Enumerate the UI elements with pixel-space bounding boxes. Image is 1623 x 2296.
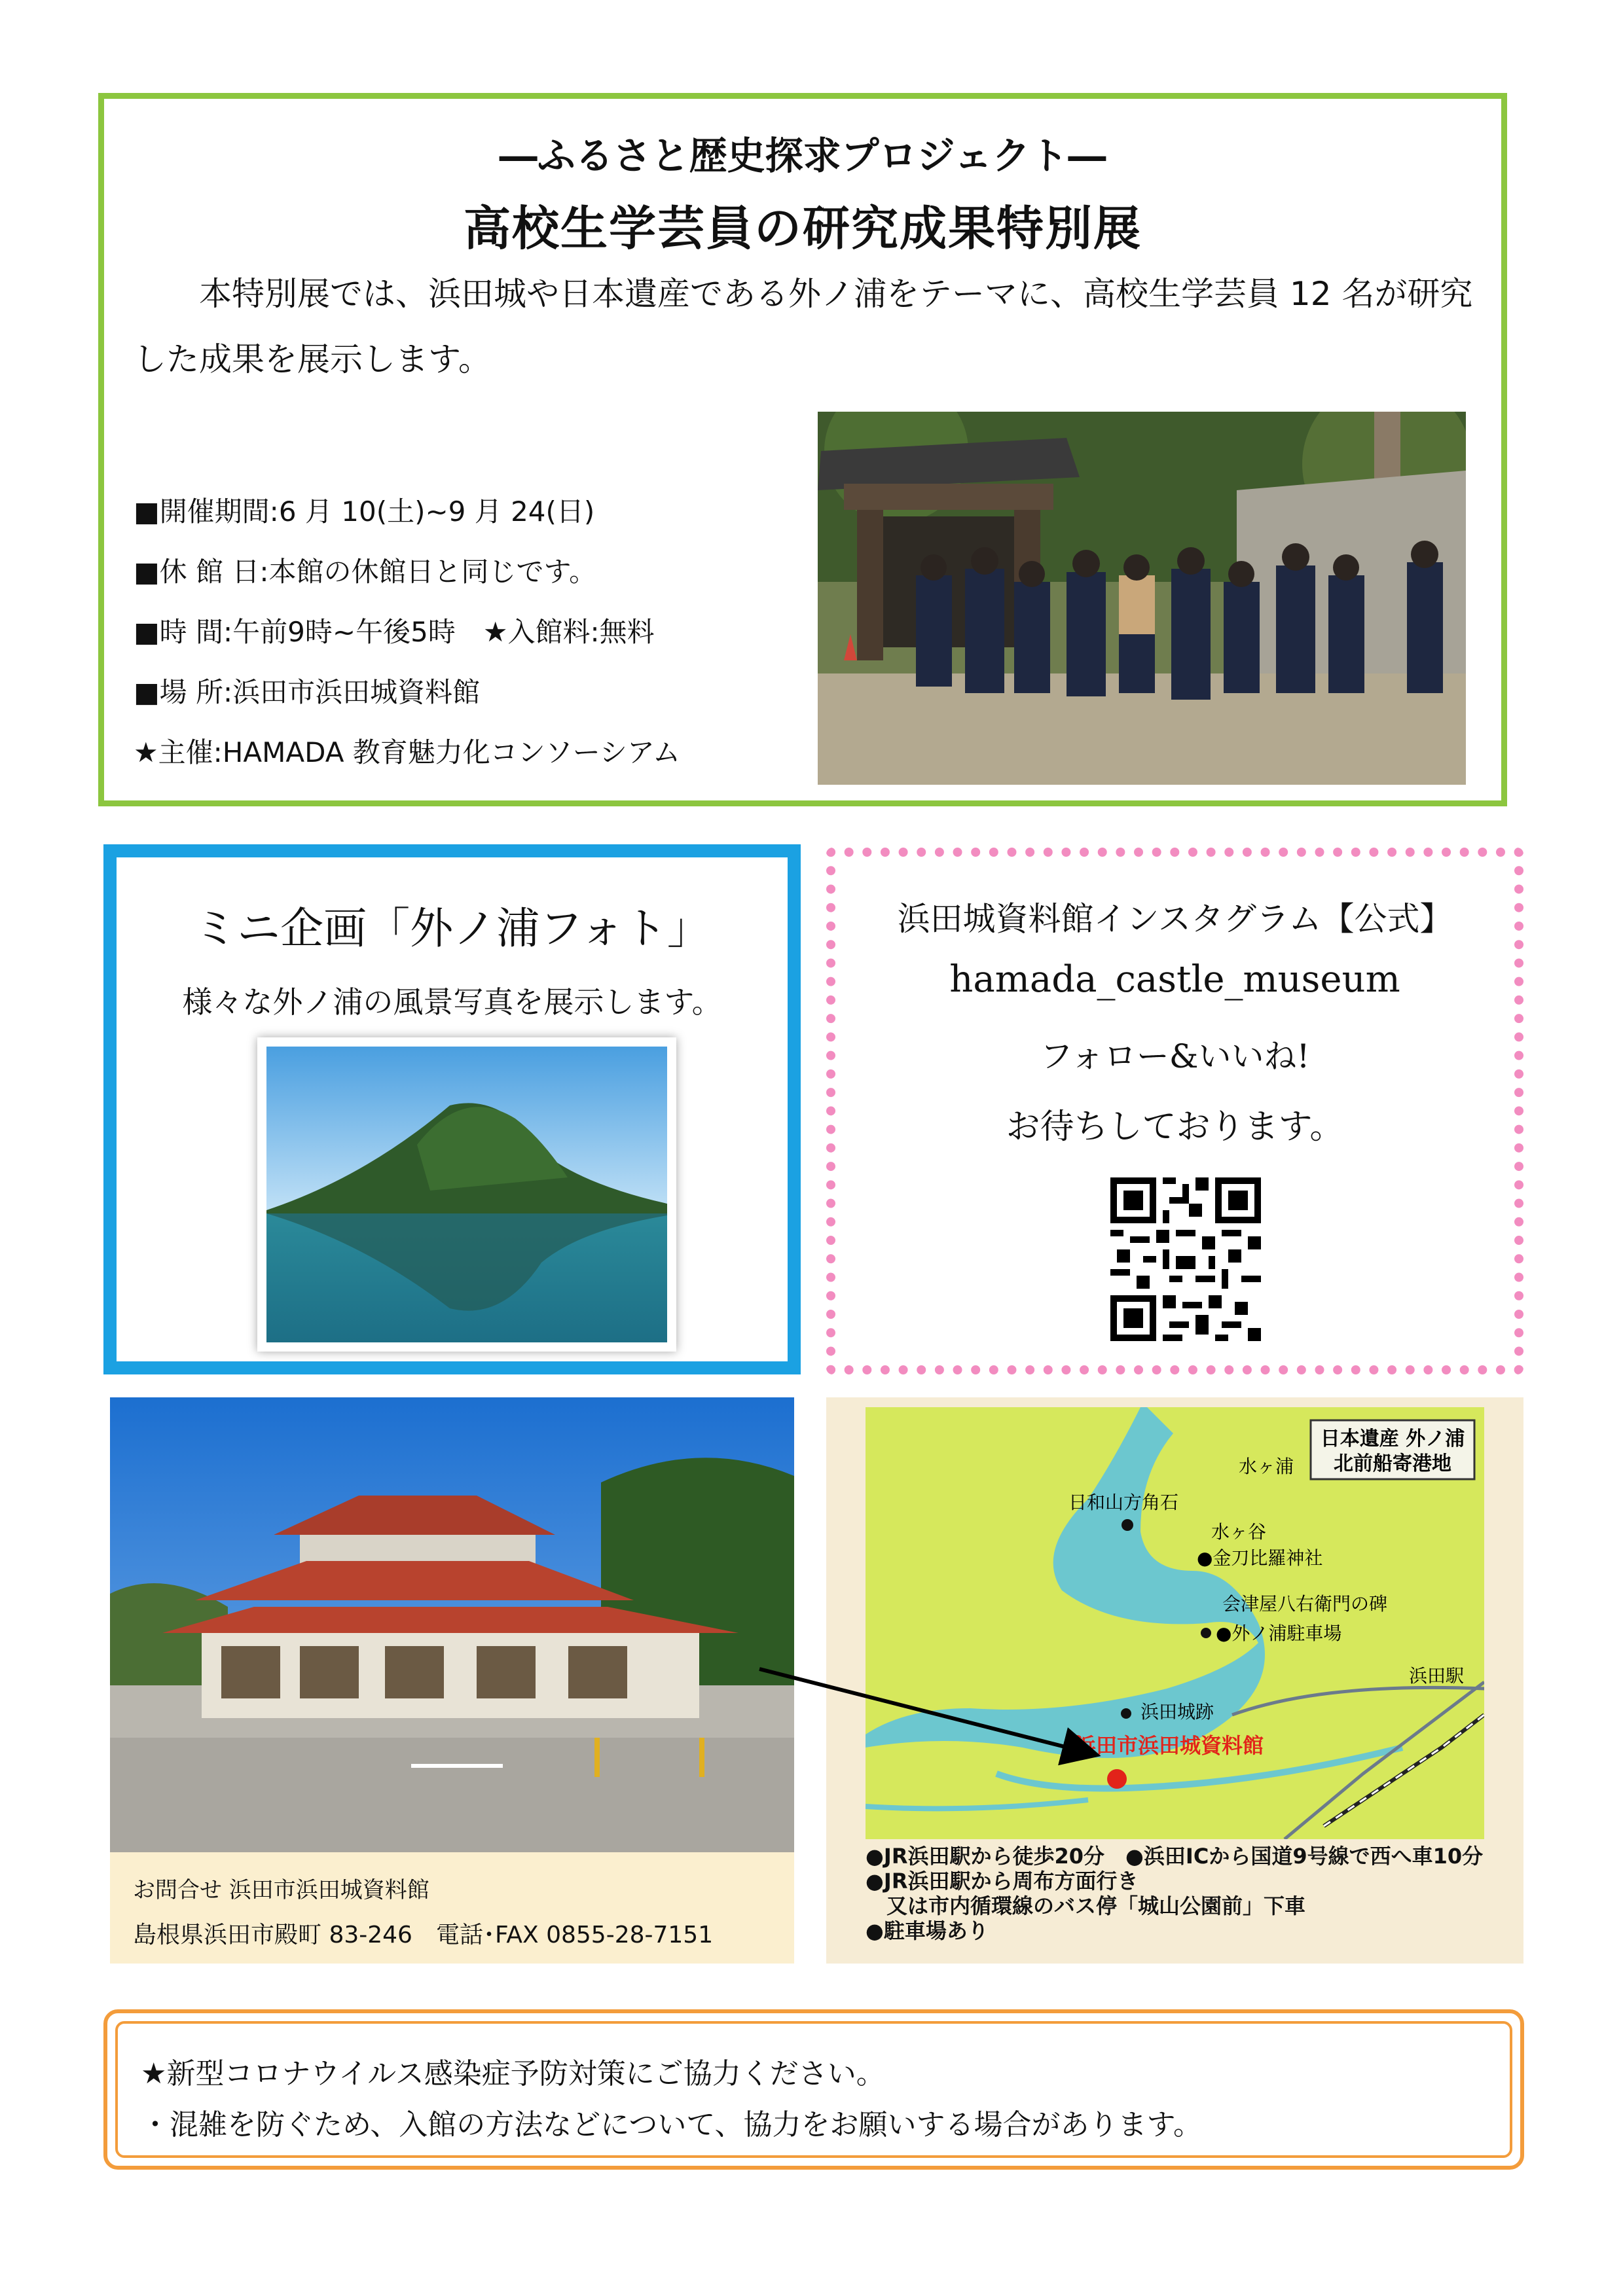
event-info-list [134,482,854,783]
access-line: ●駐車場あり [866,1918,989,1943]
notice-heading: ★新型コロナウイルス感染症予防対策にご協力ください。 [141,2057,885,2090]
notice-inner-border [115,2021,1512,2158]
project-subtitle: ―ふるさと歴史探求プロジェクト― [499,134,1106,178]
instagram-panel [826,848,1523,1374]
exhibition-title: 高校生学芸員の研究成果特別展 [463,201,1142,256]
info-period: ■開催期間:6 月 10(土)~9 月 24(日) [134,495,595,528]
contact-heading: お問合せ 浜田市浜田城資料館 [133,1877,429,1903]
contact-panel [110,1852,794,1964]
instagram-heading: 浜田城資料館インスタグラム【公式】 [897,900,1453,938]
instagram-closing-text: お待ちしております。 [1006,1107,1344,1147]
museum-building-photo [110,1397,794,1852]
instagram-follow-text: フォロー&いいね! [1040,1037,1310,1075]
info-closed-days: ■休 館 日:本館の休館日と同じです。 [134,556,597,588]
notice-detail: ・混雑を防ぐため、入館の方法などについて、協力をお願いする場合があります。 [141,2108,1202,2142]
map-label-konpira: ●金刀比羅神社 [1197,1547,1323,1569]
tonoura-landscape-photo [257,1037,676,1352]
map-legend-subtitle: 北前船寄港地 [1334,1452,1451,1475]
event-panel [98,93,1507,806]
access-line: ●JR浜田駅から周布方面行き [866,1869,1139,1893]
students-at-gate-photo [818,412,1466,785]
instagram-account[interactable]: hamada_castle_museum [949,958,1400,1001]
map-label-hiyoriyama: 日和山方角石 [1068,1492,1179,1513]
map-legend-title: 日本遺産 外ノ浦 [1320,1427,1465,1450]
info-location: ■場 所:浜田市浜田城資料館 [134,676,481,708]
mini-project-panel [103,844,801,1374]
map-label-museum: 浜田市浜田城資料館 [1075,1733,1264,1758]
info-hours: ■時 間:午前9時~午後5時 ★入館料:無料 [134,616,655,648]
access-directions [866,1844,1507,1943]
map-label-aizuya: 会津屋八右衛門の碑 [1222,1593,1388,1615]
qr-code[interactable] [1110,1177,1261,1341]
covid-notice-panel [103,2009,1524,2170]
info-organizer: ★主催:HAMADA 教育魅力化コンソーシアム [134,736,680,768]
exhibition-intro: 本特別展では、浜田城や日本遺産である外ノ浦をテーマに、高校生学芸員 12 名が研究した成果を展示します。 [134,275,1473,378]
mini-project-description: 様々な外ノ浦の風景写真を展示します。 [182,984,722,1020]
location-arrow [753,1649,1120,1780]
map-label-station: 浜田駅 [1409,1665,1465,1687]
contact-address-phone: 島根県浜田市殿町 83-246 電話･FAX 0855-28-7151 [133,1922,714,1948]
map-label-mizugaura: 水ヶ浦 [1239,1456,1294,1477]
access-line: ●JR浜田駅から徒歩20分 ●浜田ICから国道9号線で西へ車10分 [866,1844,1484,1869]
map-label-mizugaya: 水ヶ谷 [1211,1521,1267,1543]
access-line: 又は市内循環線のバス停「城山公園前」下車 [866,1893,1306,1918]
map-label-parking: ●外ノ浦駐車場 [1216,1623,1342,1644]
mini-project-title: ミニ企画「外ノ浦フォト」 [194,903,710,954]
map-label-castle-ruins: 浜田城跡 [1140,1701,1214,1723]
